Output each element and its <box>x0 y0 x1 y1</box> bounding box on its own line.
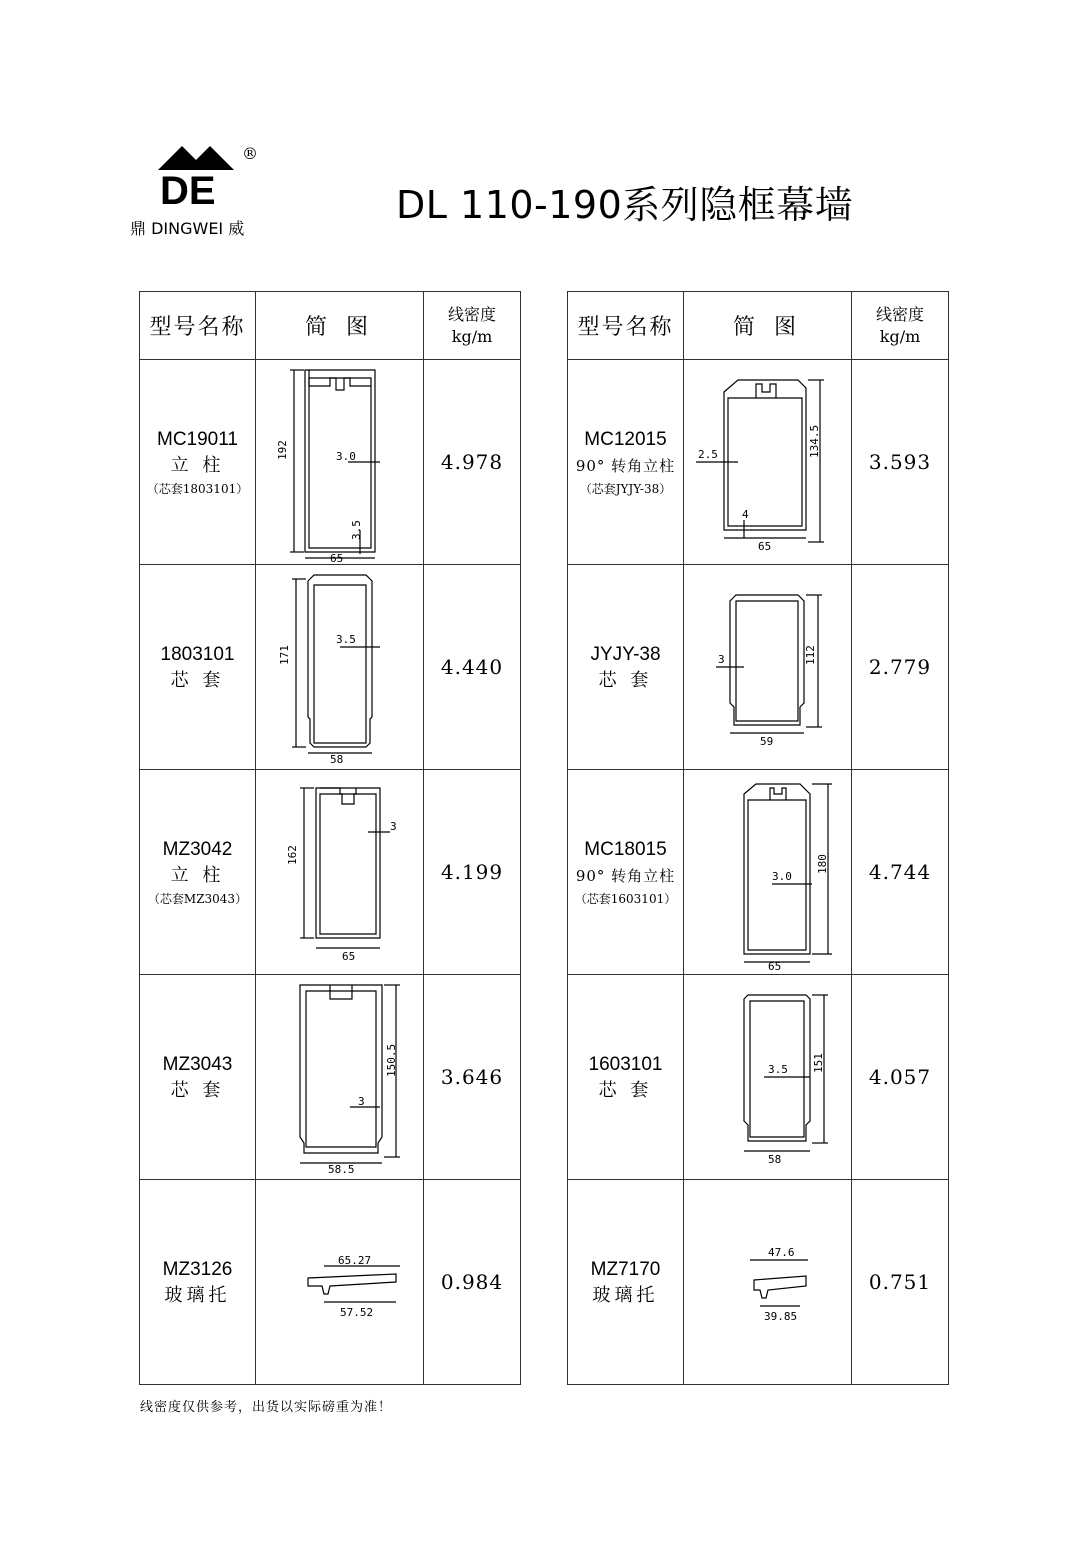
svg-text:3.0: 3.0 <box>335 450 356 463</box>
model-number: MZ3043 <box>162 1053 233 1075</box>
table-row <box>568 770 949 975</box>
model-number: 1803101 <box>160 643 235 665</box>
svg-text:171: 171 <box>277 645 291 665</box>
model-name: 立 柱 <box>170 454 225 476</box>
model-number: MC18015 <box>584 838 667 860</box>
table-row <box>140 1180 521 1385</box>
model-number: JYJY-38 <box>590 643 661 665</box>
model-number: MZ3042 <box>162 838 233 860</box>
model-cell <box>568 975 684 1180</box>
svg-text:65: 65 <box>757 540 771 553</box>
model-cell <box>140 565 256 770</box>
svg-text:3.5: 3.5 <box>335 633 356 646</box>
profile-diagram <box>256 1180 424 1385</box>
svg-text:2.5: 2.5 <box>697 448 718 461</box>
svg-text:3.5: 3.5 <box>767 1063 788 1076</box>
company-logo <box>130 140 270 240</box>
svg-text:180: 180 <box>815 854 829 874</box>
footer-note: 线密度仅供参考，出货以实际磅重为准！ <box>140 1400 393 1415</box>
model-name: 玻璃托 <box>164 1284 231 1306</box>
model-cell <box>568 770 684 975</box>
weight-cell: 4.199 <box>424 770 521 975</box>
svg-text:134.5: 134.5 <box>807 424 821 458</box>
svg-text:3.0: 3.0 <box>771 870 792 883</box>
model-cell <box>140 975 256 1180</box>
profile-diagram <box>256 975 424 1180</box>
model-number: MZ3126 <box>162 1258 233 1280</box>
model-name: 立 柱 <box>170 864 225 886</box>
svg-text:65: 65 <box>341 950 355 963</box>
svg-text:3: 3 <box>389 820 397 833</box>
weight-cell: 4.440 <box>424 565 521 770</box>
weight-cell: 4.744 <box>852 770 949 975</box>
model-note: （芯套1803101） <box>146 481 249 496</box>
model-cell <box>140 770 256 975</box>
model-name: 芯 套 <box>170 669 225 691</box>
model-name: 芯 套 <box>170 1079 225 1101</box>
profile-diagram <box>684 770 852 975</box>
logo-mark-icon <box>130 140 242 212</box>
profile-diagram <box>256 565 424 770</box>
model-note: （芯套MZ3043） <box>147 891 248 906</box>
table-row <box>140 360 521 565</box>
left-spec-table <box>139 291 521 1385</box>
svg-text:150.5: 150.5 <box>384 1043 398 1077</box>
svg-text:151: 151 <box>811 1053 825 1073</box>
svg-text:3: 3 <box>717 653 725 666</box>
profile-diagram <box>256 360 424 565</box>
svg-text:DE: DE <box>160 169 216 212</box>
weight-cell: 0.751 <box>852 1180 949 1385</box>
svg-text:3.5: 3.5 <box>349 520 363 540</box>
model-number: MZ7170 <box>590 1258 661 1280</box>
svg-text:58: 58 <box>767 1153 781 1166</box>
model-name: 芯 套 <box>598 1079 653 1101</box>
profile-diagram <box>684 565 852 770</box>
svg-text:4: 4 <box>741 508 749 521</box>
svg-text:47.6: 47.6 <box>767 1246 794 1259</box>
model-name: 玻璃托 <box>592 1284 659 1306</box>
profile-diagram <box>256 770 424 975</box>
profile-diagram <box>684 360 852 565</box>
svg-text:65.27: 65.27 <box>337 1254 371 1267</box>
table-row <box>568 1180 949 1385</box>
weight-cell: 3.646 <box>424 975 521 1180</box>
weight-cell: 2.779 <box>852 565 949 770</box>
weight-cell: 4.057 <box>852 975 949 1180</box>
header-model: 型号名称 <box>140 292 256 360</box>
table-row <box>568 360 949 565</box>
svg-text:65: 65 <box>767 960 781 972</box>
brand-text: 鼎 DINGWEI 威 <box>130 219 245 238</box>
model-name: 90° 转角立柱 <box>575 866 676 885</box>
svg-text:39.85: 39.85 <box>763 1310 797 1323</box>
profile-diagram <box>684 975 852 1180</box>
table-row <box>140 975 521 1180</box>
header-density: 线密度 kg/m <box>424 292 521 360</box>
weight-cell: 3.593 <box>852 360 949 565</box>
table-row <box>140 565 521 770</box>
svg-text:65: 65 <box>329 552 343 562</box>
model-number: 1603101 <box>588 1053 663 1075</box>
model-cell <box>568 360 684 565</box>
svg-text:192: 192 <box>275 440 289 460</box>
table-row <box>568 565 949 770</box>
model-number: MC12015 <box>584 428 667 450</box>
header-diagram: 简 图 <box>256 292 424 360</box>
header-model: 型号名称 <box>568 292 684 360</box>
svg-text:3: 3 <box>357 1095 365 1108</box>
model-cell <box>140 360 256 565</box>
table-header-row <box>568 292 949 360</box>
page-title: DL 110-190系列隐框幕墙 <box>396 183 854 227</box>
svg-text:59: 59 <box>759 735 773 748</box>
profile-diagram <box>684 1180 852 1385</box>
model-note: （芯套1603101） <box>574 891 677 906</box>
svg-text:112: 112 <box>803 645 817 665</box>
weight-cell: 4.978 <box>424 360 521 565</box>
model-note: （芯套JYJY-38） <box>579 481 672 496</box>
table-header-row <box>140 292 521 360</box>
model-cell <box>568 1180 684 1385</box>
weight-cell: 0.984 <box>424 1180 521 1385</box>
model-name: 芯 套 <box>598 669 653 691</box>
header-diagram: 简 图 <box>684 292 852 360</box>
table-row <box>568 975 949 1180</box>
model-number: MC19011 <box>157 428 238 450</box>
registered-mark: ® <box>242 144 258 163</box>
svg-text:162: 162 <box>285 845 299 865</box>
model-name: 90° 转角立柱 <box>575 456 676 475</box>
svg-text:58.5: 58.5 <box>327 1163 354 1176</box>
right-spec-table <box>567 291 949 1385</box>
svg-text:58: 58 <box>329 753 343 766</box>
model-cell <box>140 1180 256 1385</box>
model-cell <box>568 565 684 770</box>
svg-text:57.52: 57.52 <box>339 1306 373 1319</box>
table-row <box>140 770 521 975</box>
header-density: 线密度 kg/m <box>852 292 949 360</box>
